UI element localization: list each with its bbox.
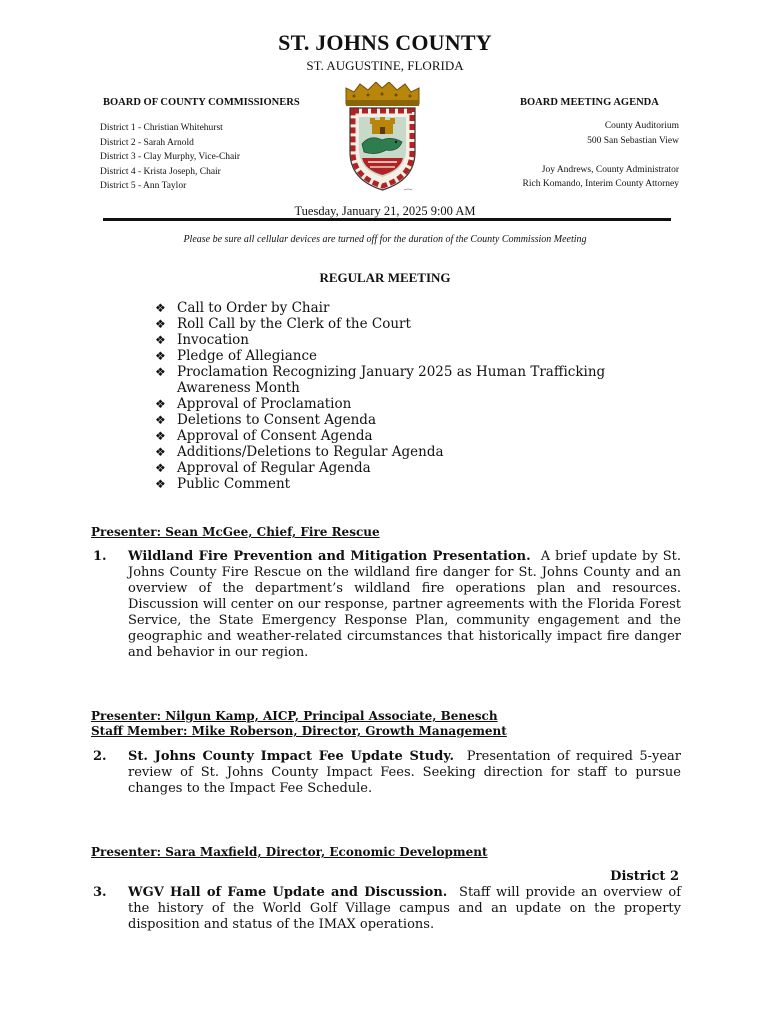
district-entry: District 5 - Ann Taylor [100,181,187,191]
list-item [155,444,675,460]
board-meeting-agenda-heading: BOARD MEETING AGENDA [520,97,659,108]
item-body [128,549,681,661]
list-item [155,316,675,332]
list-item [155,396,675,412]
regular-meeting-list [155,300,675,492]
list-item [155,428,675,444]
district-entry: District 2 - Sarah Arnold [100,137,194,148]
item-body [128,749,681,797]
list-item-label: Approval of Proclamation [177,396,352,412]
list-item-label: Proclamation Recognizing January 2025 as Human Trafficking Awareness Month [177,364,606,396]
district-list [100,121,240,194]
diamond-bullet-icon: ❖ [155,461,166,475]
list-item-label: Roll Call by the Clerk of the Court [177,316,411,332]
list-item-label: Approval of Regular Agenda [177,460,371,476]
list-item [155,300,675,316]
item-title: WGV Hall of Fame Update and Discussion. [128,885,448,900]
venue-address: 500 San Sebastian View [587,135,679,146]
presenter-line: Presenter: Sean McGee, Chief, Fire Rescue [91,525,380,539]
diamond-bullet-icon: ❖ [155,477,166,491]
diamond-bullet-icon: ❖ [155,301,166,315]
diamond-bullet-icon: ❖ [155,333,166,347]
list-item [155,476,675,492]
list-item-label: Deletions to Consent Agenda [177,412,376,428]
item-title: St. Johns County Impact Fee Update Study. [128,749,454,764]
presenter-line: Presenter: Nilgun Kamp, AICP, Principal Associate, Benesch [91,709,498,723]
list-item-label: Approval of Consent Agenda [177,428,373,444]
list-item [155,460,675,476]
item-description: Presentation of required 5-year review of St. Johns County Impact Fees. Seeking direction for staff to pursue changes to the Impact Fee Schedule. [128,749,682,796]
list-item [155,412,675,428]
county-subtitle: ST. AUGUSTINE, FLORIDA [306,58,464,73]
presenter-line: Presenter: Sara Maxfield, Director, Economic Development [91,845,488,859]
item-title: Wildland Fire Prevention and Mitigation Presentation. [128,549,531,564]
agenda-item [91,749,681,797]
item-description: A brief update by St. Johns County Fire Rescue on the wildland fire danger for St. Johns County and an overview of the department’s wildland fire operations plan and resources. Discussion will center on our response, partner agreements with the Florida Forest Service, the State Emergency Response Plan, community engagement and the geographic and weather-related circumstances that historically impact fire danger and behavior in our region. [128,549,682,660]
item-body [128,885,681,933]
diamond-bullet-icon: ❖ [155,445,166,459]
list-item-label: Invocation [177,332,249,348]
meeting-date: Tuesday, January 21, 2025 9:00 AM [294,204,476,218]
regular-meeting-heading: REGULAR MEETING [319,270,451,285]
venue-name: County Auditorium [604,121,679,131]
header-divider [103,218,671,221]
agenda-item [91,549,681,661]
list-item [155,364,675,396]
diamond-bullet-icon: ❖ [155,397,166,411]
diamond-bullet-icon: ❖ [155,413,166,427]
meeting-info [523,119,679,192]
diamond-bullet-icon: ❖ [155,365,166,379]
county-title: ST. JOHNS COUNTY [278,30,492,55]
district-entry: District 1 - Christian Whitehurst [100,123,223,133]
list-item [155,348,675,364]
diamond-bullet-icon: ❖ [155,429,166,443]
item-number: 3. [93,885,107,900]
list-item-label: Pledge of Allegiance [177,348,317,364]
district-entry: District 4 - Krista Joseph, Chair [100,166,221,177]
district-entry: District 3 - Clay Murphy, Vice-Chair [100,152,241,162]
list-item-label: Additions/Deletions to Regular Agenda [177,444,444,460]
agenda-item [91,885,681,933]
item-number: 2. [93,749,107,764]
staff-member-line: Staff Member: Mike Roberson, Director, Growth Management [91,724,507,738]
county-administrator: Joy Andrews, County Administrator [541,164,679,175]
board-of-commissioners-heading: BOARD OF COUNTY COMMISSIONERS [103,97,300,108]
county-attorney: Rich Komando, Interim County Attorney [522,179,679,189]
district-tag: District 2 [610,869,679,884]
list-item-label: Call to Order by Chair [177,300,330,316]
diamond-bullet-icon: ❖ [155,317,166,331]
diamond-bullet-icon: ❖ [155,349,166,363]
county-seal-icon [340,82,425,194]
list-item-label: Public Comment [177,476,291,492]
item-description: Staff will provide an overview of the history of the World Golf Village campus and an update on the property disposition and status of the IMAX operations. [128,885,682,932]
cellphone-notice: Please be sure all cellular devices are turned off for the duration of the County Commission Meeting [183,234,587,245]
list-item [155,332,675,348]
item-number: 1. [93,549,107,564]
